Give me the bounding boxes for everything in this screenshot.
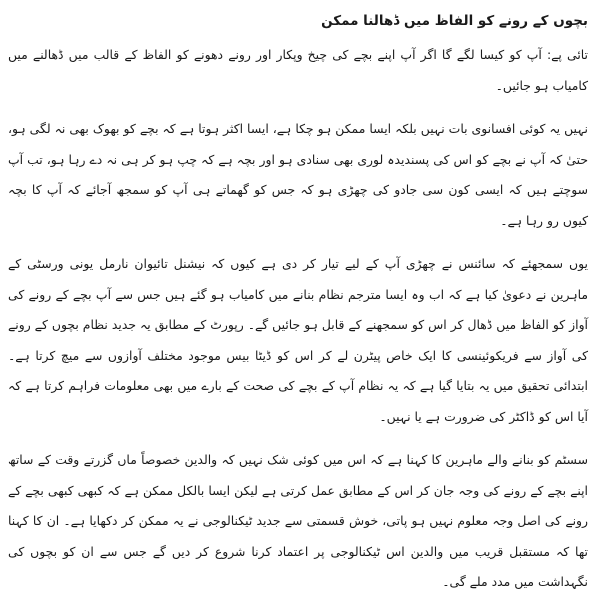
article — [8, 6, 588, 594]
article-paragraph-research: یوں سمجھئے کہ سائنس نے چھڑی آپ کے لیے تیار کر دی ہے کیوں کہ نیشنل تائیوان نارمل یونی ورسٹی کے ماہرین نے دعویٰ کیا ہے کہ اب وہ ایسا مترجم نظام بنانے میں کامیاب ہو گئے ہیں جس سے آپ بچے کے رونے کی آواز کو الفاظ میں ڈھال کر اس کو سمجھنے کے قابل ہو جائیں گے۔ رپورٹ کے مطابق یہ جدید نظام بچوں کے رونے کی آواز سے فریکوئینسی کا ایک خاص پیٹرن لے کر اس کو ڈیٹا بیس موجود مختلف آوازوں سے میچ کرتا ہے۔ ابتدائی تحقیق میں یہ بتایا گیا ہے کہ یہ نظام آپ کے بچے کی صحت کے بارے میں بھی معلومات فراہم کرتا ہے کہ آیا اس کو ڈاکٹر کی ضرورت ہے یا نہیں۔ — [8, 256, 588, 424]
article-paragraph-conclusion: سسٹم کو بنانے والے ماہرین کا کہنا ہے کہ اس میں کوئی شک نہیں کہ والدین خصوصاً ماں گزرتے وقت کے ساتھ اپنے بچے کے رونے کی وجہ جان کر اس کے مطابق عمل کرتی ہے لیکن ایسا بالکل ممکن ہے کہ کبھی کبھی بچے کے رونے کی اصل وجہ معلوم نہیں ہو پاتی، خوش قسمتی سے جدید ٹیکنالوجی نے یہ ممکن کر دکھایا ہے۔ ان کا کہنا تھا کہ مستقبل قریب میں والدین اس ٹیکنالوجی پر اعتماد کرنا شروع کر دیں گے جس سے ان کو بچوں کی نگہداشت میں مدد ملے گی۔ — [8, 452, 588, 589]
article-title: بچوں کے رونے کو الفاظ میں ڈھالنا ممکن — [321, 13, 588, 29]
article-paragraph-intro: تائی پے: آپ کو کیسا لگے گا اگر آپ اپنے بچے کی چیخ وپکار اور رونے دھونے کو الفاظ کے قالب میں ڈھالنے میں کامیاب ہو جائیں۔ — [8, 47, 588, 93]
article-paragraph-problem: نہیں یہ کوئی افسانوی بات نہیں بلکہ ایسا ممکن ہو چکا ہے، ایسا اکثر ہوتا ہے کہ بچے کو بھوک بھی نہ لگی ہو، حتیٰ کہ آپ نے بچے کو اس کی پسندیدہ لوری بھی سنادی ہو اور بچہ ہے کہ چپ ہو کر ہی نہ دے رہا ہو، تب آپ سوچتے ہیں کہ ایسی کون سی جادو کی چھڑی ہو کہ جس کو گھماتے ہی آپ کو سمجھ آجائے کہ آپ کا بچہ کیوں رو رہا ہے۔ — [8, 121, 588, 228]
